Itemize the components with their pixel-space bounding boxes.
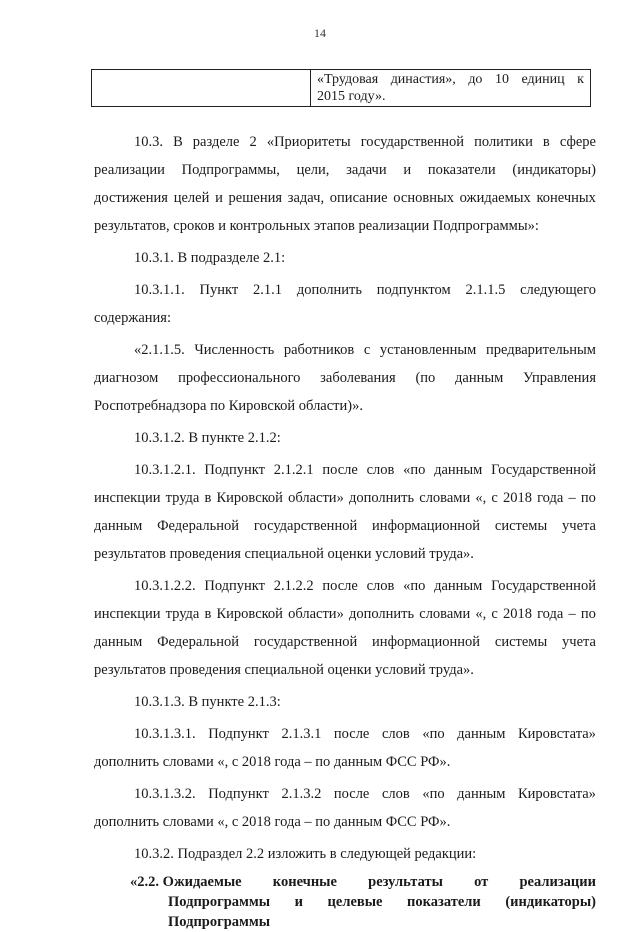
paragraph-10-3-1-2-2: [94, 572, 596, 684]
heading-line-1: «2.2. Ожидаемые конечные результаты от реализации: [130, 874, 596, 890]
text-line: 10.3.1.3. В пункте 2.1.3:: [134, 694, 281, 710]
paragraph-2-1-1-5: [94, 336, 596, 420]
text-line: 10.3.1.3.2. Подпункт 2.1.3.2 после слов «по данным Кировстата»: [134, 786, 596, 802]
text-line: реализации Подпрограммы, цели, задачи и показатели (индикаторы): [94, 162, 596, 178]
text-line: 10.3.1. В подразделе 2.1:: [134, 250, 286, 266]
paragraph-10-3-1-2: [94, 424, 596, 452]
text-line: содержания:: [94, 310, 172, 326]
text-line: дополнить словами «, с 2018 года – по данным ФСС РФ».: [94, 754, 451, 770]
text-line: 10.3.1.1. Пункт 2.1.1 дополнить подпунктом 2.1.1.5 следующего: [134, 282, 596, 298]
text-line: результатов, сроков и контрольных этапов реализации Подпрограммы»:: [94, 218, 539, 234]
paragraph-10-3-1: [94, 244, 596, 272]
paragraph-10-3-1-3-2: [94, 780, 596, 836]
paragraph-10-3-1-1: [94, 276, 596, 332]
paragraph-10-3-1-3: [94, 688, 596, 716]
heading-line-3: Подпрограммы: [168, 914, 271, 930]
text-line: данным Федеральной государственной информационной системы учета: [94, 518, 596, 534]
text-line: инспекции труда в Кировской области» дополнить словами «, с 2018 года – по: [94, 606, 596, 622]
continuation-table: [91, 69, 591, 107]
text-line: результатов проведения специальной оценки условий труда».: [94, 662, 474, 678]
paragraph-10-3-1-2-1: [94, 456, 596, 568]
text-line: Роспотребнадзора по Кировской области)».: [94, 398, 363, 414]
text-line: 10.3.1.2. В пункте 2.1.2:: [134, 430, 281, 446]
text-line: результатов проведения специальной оценки условий труда».: [94, 546, 474, 562]
section-heading-2-2: [94, 872, 596, 932]
table-cell-line-1: «Трудовая династия», до 10 единиц к: [317, 72, 584, 87]
text-line: инспекции труда в Кировской области» дополнить словами «, с 2018 года – по: [94, 490, 596, 506]
text-line: 10.3.2. Подраздел 2.2 изложить в следующей редакции:: [134, 846, 477, 862]
text-line: 10.3.1.3.1. Подпункт 2.1.3.1 после слов «по данным Кировстата»: [134, 726, 596, 742]
table-cell-text: [311, 70, 590, 106]
text-line: 10.3. В разделе 2 «Приоритеты государственной политики в сфере: [134, 134, 596, 150]
paragraph-10-3: [94, 128, 596, 240]
document-body: [94, 128, 596, 932]
text-line: «2.1.1.5. Численность работников с установленным предварительным: [134, 342, 596, 358]
paragraph-10-3-1-3-1: [94, 720, 596, 776]
text-line: 10.3.1.2.1. Подпункт 2.1.2.1 после слов «по данным Государственной: [134, 462, 596, 478]
text-line: дополнить словами «, с 2018 года – по данным ФСС РФ».: [94, 814, 451, 830]
text-line: достижения целей и решения задач, описание основных ожидаемых конечных: [94, 190, 596, 206]
text-line: 10.3.1.2.2. Подпункт 2.1.2.2 после слов «по данным Государственной: [134, 578, 596, 594]
text-line: данным Федеральной государственной информационной системы учета: [94, 634, 596, 650]
paragraph-10-3-2: [94, 840, 596, 868]
heading-line-2: Подпрограммы и целевые показатели (индикаторы): [168, 894, 596, 910]
table-cell-line-2: 2015 году».: [317, 89, 386, 104]
text-line: диагнозом профессионального заболевания (по данным Управления: [94, 370, 596, 386]
page-number: 14: [314, 26, 326, 40]
table-cell-empty: [92, 70, 311, 106]
